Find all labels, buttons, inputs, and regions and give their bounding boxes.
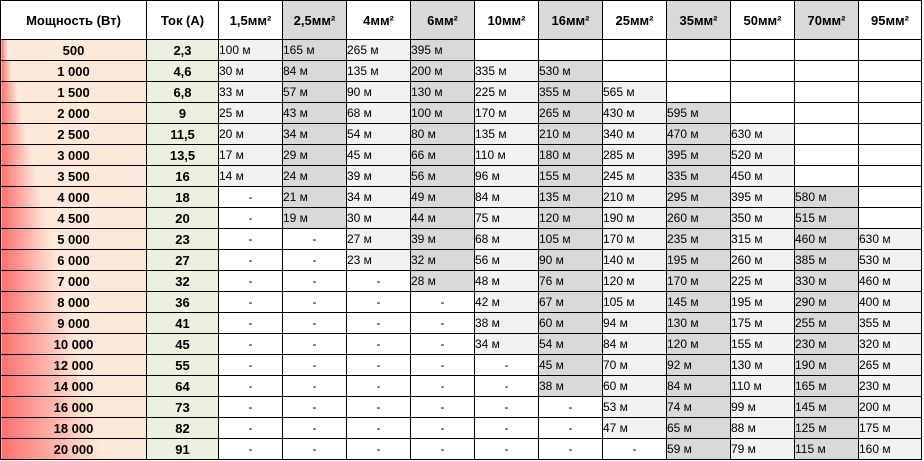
current-cell: 73 <box>147 397 219 418</box>
length-cell: 155 м <box>539 166 603 187</box>
length-cell: 20 м <box>219 124 283 145</box>
length-cell: - <box>283 313 347 334</box>
length-cell: 385 м <box>795 250 859 271</box>
length-cell: 450 м <box>731 166 795 187</box>
length-cell: - <box>219 376 283 397</box>
length-cell: 140 м <box>603 250 667 271</box>
length-cell: 43 м <box>283 103 347 124</box>
current-cell: 11,5 <box>147 124 219 145</box>
length-cell: 265 м <box>539 103 603 124</box>
length-cell: 32 м <box>411 250 475 271</box>
length-cell: - <box>219 271 283 292</box>
length-cell: 120 м <box>603 271 667 292</box>
length-cell: - <box>347 376 411 397</box>
length-cell: - <box>347 271 411 292</box>
length-cell: 34 м <box>475 334 539 355</box>
header-row <box>1 1 922 40</box>
power-cell: 20 000 <box>1 439 147 460</box>
length-cell: 135 м <box>539 187 603 208</box>
length-cell: 27 м <box>347 229 411 250</box>
length-cell: - <box>219 187 283 208</box>
length-cell: - <box>347 355 411 376</box>
current-cell: 27 <box>147 250 219 271</box>
power-cell: 500 <box>1 40 147 61</box>
length-cell: - <box>475 418 539 439</box>
length-cell: - <box>283 397 347 418</box>
length-cell: 145 м <box>795 397 859 418</box>
section-header: 35мм² <box>667 1 731 40</box>
length-cell: - <box>411 313 475 334</box>
current-cell: 20 <box>147 208 219 229</box>
length-cell: 120 м <box>539 208 603 229</box>
length-cell: 54 м <box>347 124 411 145</box>
current-cell: 82 <box>147 418 219 439</box>
length-cell: - <box>283 334 347 355</box>
power-cell: 6 000 <box>1 250 147 271</box>
length-cell: 68 м <box>347 103 411 124</box>
length-cell: - <box>475 397 539 418</box>
length-cell: 135 м <box>475 124 539 145</box>
length-cell: 24 м <box>283 166 347 187</box>
length-cell: - <box>411 439 475 460</box>
length-cell: 88 м <box>731 418 795 439</box>
length-cell: 155 м <box>731 334 795 355</box>
current-cell: 55 <box>147 355 219 376</box>
length-cell: 175 м <box>859 418 922 439</box>
length-cell: 70 м <box>603 355 667 376</box>
length-cell: 165 м <box>795 376 859 397</box>
current-cell: 13,5 <box>147 145 219 166</box>
table-row <box>1 334 922 355</box>
section-header: 70мм² <box>795 1 859 40</box>
length-cell <box>731 82 795 103</box>
length-cell: 90 м <box>539 250 603 271</box>
length-cell: - <box>219 355 283 376</box>
power-cell: 5 000 <box>1 229 147 250</box>
power-cell: 4 500 <box>1 208 147 229</box>
length-cell: 335 м <box>667 166 731 187</box>
length-cell: - <box>411 397 475 418</box>
power-cell: 10 000 <box>1 334 147 355</box>
length-cell: 315 м <box>731 229 795 250</box>
current-cell: 2,3 <box>147 40 219 61</box>
table-row <box>1 229 922 250</box>
length-cell: - <box>283 250 347 271</box>
length-cell: 29 м <box>283 145 347 166</box>
table-row <box>1 145 922 166</box>
length-cell: - <box>219 208 283 229</box>
length-cell: 355 м <box>859 313 922 334</box>
section-header: 1,5мм² <box>219 1 283 40</box>
length-cell: 59 м <box>667 439 731 460</box>
length-cell: 145 м <box>667 292 731 313</box>
length-cell: 84 м <box>475 187 539 208</box>
length-cell <box>859 103 922 124</box>
length-cell: 105 м <box>539 229 603 250</box>
current-cell: 4,6 <box>147 61 219 82</box>
length-cell <box>859 82 922 103</box>
length-cell: 355 м <box>539 82 603 103</box>
length-cell: 175 м <box>731 313 795 334</box>
length-cell <box>667 61 731 82</box>
length-cell: 84 м <box>603 334 667 355</box>
length-cell: - <box>603 439 667 460</box>
current-cell: 45 <box>147 334 219 355</box>
length-cell: 180 м <box>539 145 603 166</box>
current-cell: 36 <box>147 292 219 313</box>
length-cell: 460 м <box>859 271 922 292</box>
current-cell: 6,8 <box>147 82 219 103</box>
length-cell: 38 м <box>539 376 603 397</box>
length-cell: 530 м <box>539 61 603 82</box>
length-cell: 285 м <box>603 145 667 166</box>
current-cell: 64 <box>147 376 219 397</box>
length-cell: 260 м <box>667 208 731 229</box>
length-cell <box>859 187 922 208</box>
current-cell: 16 <box>147 166 219 187</box>
current-cell: 32 <box>147 271 219 292</box>
power-cell: 18 000 <box>1 418 147 439</box>
table-row <box>1 271 922 292</box>
length-cell: 595 м <box>667 103 731 124</box>
length-cell: 49 м <box>411 187 475 208</box>
length-cell: 190 м <box>795 355 859 376</box>
length-cell <box>795 61 859 82</box>
length-cell: - <box>347 313 411 334</box>
length-cell: 39 м <box>347 166 411 187</box>
length-cell: 14 м <box>219 166 283 187</box>
length-cell: - <box>347 292 411 313</box>
length-cell <box>667 40 731 61</box>
length-cell: 195 м <box>731 292 795 313</box>
length-cell: - <box>475 355 539 376</box>
length-cell: 630 м <box>859 229 922 250</box>
length-cell: 230 м <box>859 376 922 397</box>
section-header: 10мм² <box>475 1 539 40</box>
current-cell: 18 <box>147 187 219 208</box>
length-cell: 395 м <box>411 40 475 61</box>
length-cell <box>859 61 922 82</box>
length-cell: - <box>411 376 475 397</box>
length-cell: 225 м <box>475 82 539 103</box>
power-cell: 12 000 <box>1 355 147 376</box>
length-cell: 295 м <box>667 187 731 208</box>
length-cell: 265 м <box>347 40 411 61</box>
table-row <box>1 376 922 397</box>
length-cell: 30 м <box>347 208 411 229</box>
length-cell: - <box>539 397 603 418</box>
length-cell: 57 м <box>283 82 347 103</box>
length-cell: 60 м <box>603 376 667 397</box>
length-cell: - <box>283 418 347 439</box>
length-cell: 39 м <box>411 229 475 250</box>
length-cell: - <box>347 397 411 418</box>
length-cell: 28 м <box>411 271 475 292</box>
length-cell: 130 м <box>731 355 795 376</box>
length-cell: 56 м <box>475 250 539 271</box>
current-cell: 41 <box>147 313 219 334</box>
section-header: 95мм² <box>859 1 922 40</box>
length-cell: 25 м <box>219 103 283 124</box>
length-cell <box>795 124 859 145</box>
power-cell: 1 000 <box>1 61 147 82</box>
table-row <box>1 250 922 271</box>
length-cell: - <box>475 439 539 460</box>
current-cell: 91 <box>147 439 219 460</box>
length-cell: 60 м <box>539 313 603 334</box>
length-cell: 80 м <box>411 124 475 145</box>
table-row <box>1 313 922 334</box>
length-cell <box>795 103 859 124</box>
current-cell: 23 <box>147 229 219 250</box>
length-cell: 45 м <box>539 355 603 376</box>
length-cell: 76 м <box>539 271 603 292</box>
length-cell: 33 м <box>219 82 283 103</box>
length-cell <box>731 61 795 82</box>
length-cell: 99 м <box>731 397 795 418</box>
length-cell: 400 м <box>859 292 922 313</box>
length-cell: - <box>219 334 283 355</box>
power-column-header: Мощность (Вт) <box>1 1 147 40</box>
length-cell: - <box>219 439 283 460</box>
length-cell: 265 м <box>859 355 922 376</box>
table-row <box>1 187 922 208</box>
length-cell: 520 м <box>731 145 795 166</box>
power-cell: 9 000 <box>1 313 147 334</box>
table-row <box>1 397 922 418</box>
length-cell: 30 м <box>219 61 283 82</box>
length-cell <box>795 40 859 61</box>
length-cell: 195 м <box>667 250 731 271</box>
length-cell: 74 м <box>667 397 731 418</box>
length-cell: - <box>219 292 283 313</box>
length-cell <box>603 40 667 61</box>
length-cell: 125 м <box>795 418 859 439</box>
length-cell: 75 м <box>475 208 539 229</box>
length-cell: - <box>219 250 283 271</box>
length-cell: 66 м <box>411 145 475 166</box>
length-cell: - <box>283 355 347 376</box>
length-cell <box>731 103 795 124</box>
length-cell: 130 м <box>411 82 475 103</box>
power-cell: 1 500 <box>1 82 147 103</box>
length-cell: 245 м <box>603 166 667 187</box>
length-cell: 44 м <box>411 208 475 229</box>
section-header: 2,5мм² <box>283 1 347 40</box>
length-cell: 90 м <box>347 82 411 103</box>
length-cell: 320 м <box>859 334 922 355</box>
length-cell: - <box>219 229 283 250</box>
current-cell: 9 <box>147 103 219 124</box>
length-cell: 225 м <box>731 271 795 292</box>
length-cell: - <box>411 355 475 376</box>
length-cell: 255 м <box>795 313 859 334</box>
length-cell <box>539 40 603 61</box>
length-cell: 530 м <box>859 250 922 271</box>
length-cell: - <box>539 439 603 460</box>
length-cell: - <box>347 418 411 439</box>
length-cell: 210 м <box>539 124 603 145</box>
length-cell <box>795 82 859 103</box>
length-cell: 340 м <box>603 124 667 145</box>
length-cell: 120 м <box>667 334 731 355</box>
length-cell <box>859 40 922 61</box>
length-cell: 130 м <box>667 313 731 334</box>
length-cell: 290 м <box>795 292 859 313</box>
power-cell: 14 000 <box>1 376 147 397</box>
length-cell: 84 м <box>283 61 347 82</box>
length-cell: 68 м <box>475 229 539 250</box>
power-cell: 2 500 <box>1 124 147 145</box>
length-cell: 65 м <box>667 418 731 439</box>
length-cell: 45 м <box>347 145 411 166</box>
length-cell <box>859 145 922 166</box>
length-cell: 235 м <box>667 229 731 250</box>
length-cell: 105 м <box>603 292 667 313</box>
section-header: 6мм² <box>411 1 475 40</box>
length-cell: 335 м <box>475 61 539 82</box>
section-header: 50мм² <box>731 1 795 40</box>
length-cell: 19 м <box>283 208 347 229</box>
length-cell <box>795 145 859 166</box>
length-cell: - <box>283 439 347 460</box>
power-cell: 7 000 <box>1 271 147 292</box>
table-row <box>1 418 922 439</box>
section-header: 4мм² <box>347 1 411 40</box>
length-cell: 515 м <box>795 208 859 229</box>
length-cell: - <box>283 376 347 397</box>
table-row <box>1 103 922 124</box>
length-cell <box>603 61 667 82</box>
length-cell: 210 м <box>603 187 667 208</box>
length-cell: 630 м <box>731 124 795 145</box>
length-cell: 84 м <box>667 376 731 397</box>
length-cell: - <box>411 334 475 355</box>
power-cell: 3 500 <box>1 166 147 187</box>
length-cell: - <box>475 376 539 397</box>
table-row <box>1 40 922 61</box>
current-column-header: Ток (А) <box>147 1 219 40</box>
length-cell: - <box>219 418 283 439</box>
table-row <box>1 166 922 187</box>
table-body <box>1 40 922 460</box>
table-row <box>1 208 922 229</box>
length-cell: - <box>411 418 475 439</box>
length-cell: 115 м <box>795 439 859 460</box>
length-cell <box>795 166 859 187</box>
length-cell: 135 м <box>347 61 411 82</box>
length-cell: 94 м <box>603 313 667 334</box>
length-cell: 34 м <box>347 187 411 208</box>
length-cell: 100 м <box>411 103 475 124</box>
table-row <box>1 439 922 460</box>
length-cell: 170 м <box>475 103 539 124</box>
length-cell: 430 м <box>603 103 667 124</box>
section-header: 25мм² <box>603 1 667 40</box>
length-cell: 190 м <box>603 208 667 229</box>
length-cell: 160 м <box>859 439 922 460</box>
length-cell <box>859 166 922 187</box>
power-cell: 3 000 <box>1 145 147 166</box>
length-cell: 42 м <box>475 292 539 313</box>
length-cell: 395 м <box>731 187 795 208</box>
length-cell <box>475 40 539 61</box>
length-cell: 100 м <box>219 40 283 61</box>
length-cell: 230 м <box>795 334 859 355</box>
length-cell: - <box>219 313 283 334</box>
length-cell: 350 м <box>731 208 795 229</box>
power-cell: 16 000 <box>1 397 147 418</box>
length-cell: 34 м <box>283 124 347 145</box>
length-cell: - <box>347 334 411 355</box>
length-cell <box>859 208 922 229</box>
length-cell: 580 м <box>795 187 859 208</box>
length-cell: 48 м <box>475 271 539 292</box>
section-header: 16мм² <box>539 1 603 40</box>
length-cell: 17 м <box>219 145 283 166</box>
length-cell: - <box>347 439 411 460</box>
length-cell: - <box>539 418 603 439</box>
length-cell <box>859 124 922 145</box>
length-cell <box>667 82 731 103</box>
length-cell: 200 м <box>411 61 475 82</box>
length-cell: - <box>283 271 347 292</box>
length-cell: 47 м <box>603 418 667 439</box>
length-cell: 21 м <box>283 187 347 208</box>
power-cell: 4 000 <box>1 187 147 208</box>
length-cell: 170 м <box>603 229 667 250</box>
length-cell: 23 м <box>347 250 411 271</box>
length-cell: - <box>283 292 347 313</box>
table-row <box>1 292 922 313</box>
length-cell: 56 м <box>411 166 475 187</box>
length-cell: - <box>219 397 283 418</box>
table-row <box>1 355 922 376</box>
length-cell: 565 м <box>603 82 667 103</box>
table-row <box>1 82 922 103</box>
length-cell: - <box>283 229 347 250</box>
length-cell: 53 м <box>603 397 667 418</box>
length-cell: 67 м <box>539 292 603 313</box>
length-cell: 96 м <box>475 166 539 187</box>
length-cell <box>731 40 795 61</box>
length-cell: 470 м <box>667 124 731 145</box>
length-cell: 260 м <box>731 250 795 271</box>
power-cell: 8 000 <box>1 292 147 313</box>
length-cell: 38 м <box>475 313 539 334</box>
length-cell: 165 м <box>283 40 347 61</box>
length-cell: 170 м <box>667 271 731 292</box>
table-row <box>1 124 922 145</box>
length-cell: 54 м <box>539 334 603 355</box>
length-cell: 200 м <box>859 397 922 418</box>
length-cell: 330 м <box>795 271 859 292</box>
length-cell: - <box>411 292 475 313</box>
length-cell: 110 м <box>475 145 539 166</box>
table-row <box>1 61 922 82</box>
power-cell: 2 000 <box>1 103 147 124</box>
length-cell: 110 м <box>731 376 795 397</box>
length-cell: 92 м <box>667 355 731 376</box>
length-cell: 395 м <box>667 145 731 166</box>
length-cell: 460 м <box>795 229 859 250</box>
length-cell: 79 м <box>731 439 795 460</box>
